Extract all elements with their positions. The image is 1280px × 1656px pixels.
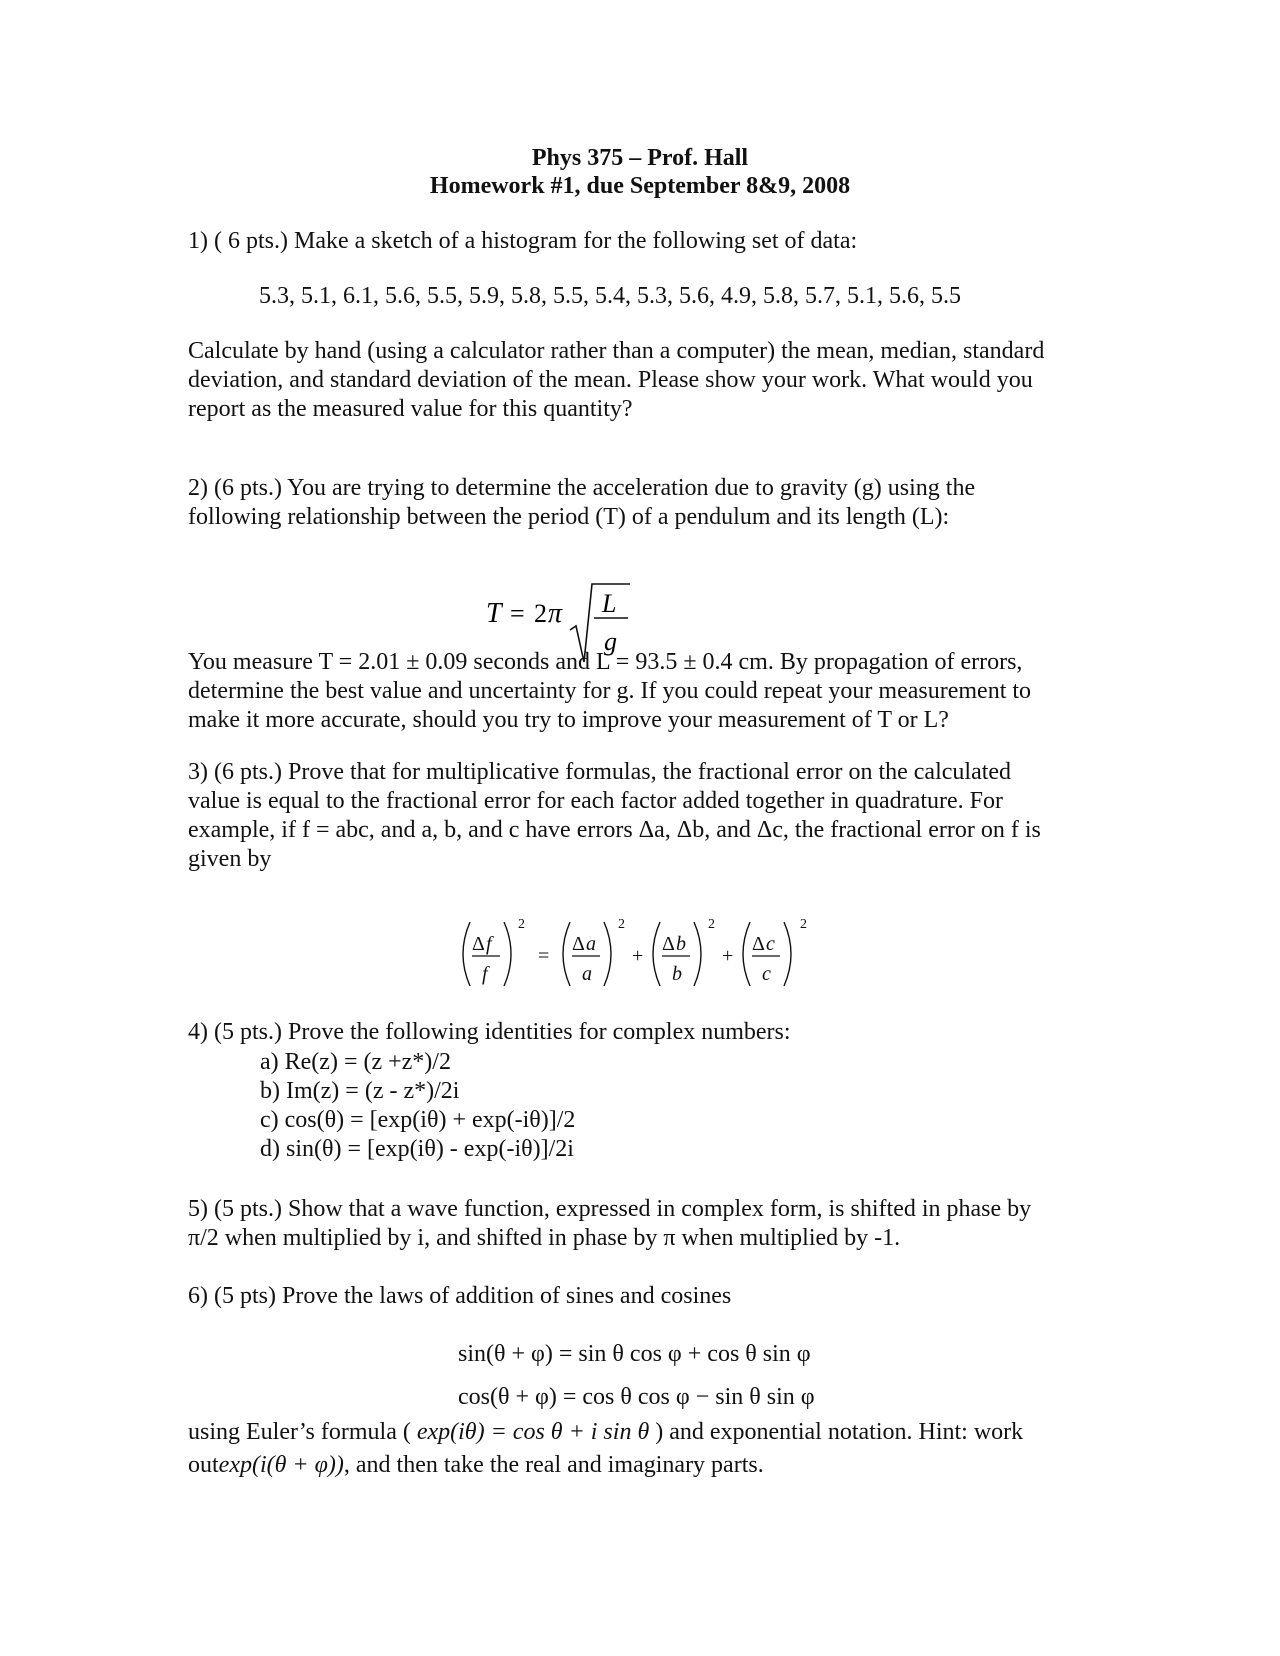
title-line-1: Phys 375 – Prof. Hall [531, 145, 749, 171]
fractional-error-equation [458, 914, 820, 994]
q2-after-2: determine the best value and uncertainty for g. If you could repeat your measurement to [188, 678, 1032, 704]
q1-prompt: 1) ( 6 pts.) Make a sketch of a histogram for the following set of data: [188, 228, 858, 254]
svg-text:b: b [676, 933, 686, 955]
q3-text-3: example, if f = abc, and a, b, and c have errors Δa, Δb, and Δc, the fractional error on f is [188, 817, 1041, 843]
q3-text-2: value is equal to the fractional error for each factor added together in quadrature. For [188, 788, 1003, 814]
q2-after-3: make it more accurate, should you try to improve your measurement of T or L? [188, 707, 949, 733]
svg-text:+: + [722, 945, 734, 967]
q3-text-1: 3) (6 pts.) Prove that for multiplicative formulas, the fractional error on the calculated [188, 759, 1012, 785]
svg-text:a: a [582, 963, 592, 985]
q5-text-1: 5) (5 pts.) Show that a wave function, expressed in complex form, is shifted in phase by [188, 1196, 1032, 1222]
svg-text:π: π [548, 598, 563, 629]
svg-text:f: f [482, 963, 488, 985]
q2-text-1: 2) (6 pts.) You are trying to determine the acceleration due to gravity (g) using the [188, 475, 976, 501]
svg-text:2: 2 [708, 917, 715, 932]
svg-text:f: f [486, 933, 492, 955]
q6-hint-post: , and then take the real and imaginary parts. [343, 1452, 764, 1478]
q6-prompt: 6) (5 pts) Prove the laws of addition of sines and cosines [188, 1283, 732, 1309]
q6-euler-post: ) and exponential notation. Hint: work [655, 1419, 1024, 1445]
q6-euler-formula: exp(iθ) = cos θ + i sin θ [416, 1419, 650, 1445]
svg-text:c: c [766, 933, 775, 955]
q6-hint-line [188, 1451, 764, 1480]
svg-text:g: g [604, 627, 617, 656]
q1-text-3: report as the measured value for this quantity? [188, 396, 633, 422]
svg-text:=: = [510, 599, 525, 628]
q1-text-1: Calculate by hand (using a calculator rather than a computer) the mean, median, standard [188, 338, 1045, 364]
svg-text:a: a [586, 933, 596, 955]
svg-text:2: 2 [800, 917, 807, 932]
svg-text:2: 2 [534, 599, 547, 628]
q4-item-b: b) Im(z) = (z - z*)/2i [260, 1078, 460, 1104]
q2-text-2: following relationship between the period (T) of a pendulum and its length (L): [188, 504, 950, 530]
q6-hint-expr: exp(i(θ + φ)) [218, 1452, 344, 1478]
svg-text:+: + [632, 945, 644, 967]
q6-sine-law: sin(θ + φ) = sin θ cos φ + cos θ sin φ [458, 1341, 811, 1367]
svg-text:Δ: Δ [472, 933, 485, 955]
svg-text:Δ: Δ [752, 933, 765, 955]
svg-text:T: T [486, 598, 502, 629]
svg-text:2: 2 [618, 917, 625, 932]
q6-euler-line [188, 1418, 1023, 1447]
svg-text:Δ: Δ [572, 933, 585, 955]
q6-hint-pre: out [188, 1452, 219, 1478]
svg-text:=: = [538, 945, 550, 967]
svg-text:2: 2 [518, 917, 525, 932]
q1-text-2: deviation, and standard deviation of the mean. Please show your work. What would you [188, 367, 1033, 393]
title-line-2: Homework #1, due September 8&9, 2008 [429, 173, 851, 199]
q4-item-d: d) sin(θ) = [exp(iθ) - exp(-iθ)]/2i [260, 1136, 574, 1162]
q3-text-4: given by [188, 846, 272, 872]
q2-after-1: You measure T = 2.01 ± 0.09 seconds and L = 93.5 ± 0.4 cm. By propagation of errors, [188, 649, 1023, 675]
q6-euler-pre: using Euler’s formula ( [188, 1419, 411, 1445]
svg-text:L: L [602, 589, 617, 618]
q1-data: 5.3, 5.1, 6.1, 5.6, 5.5, 5.9, 5.8, 5.5, 5.4, 5.3, 5.6, 4.9, 5.8, 5.7, 5.1, 5.6, 5.5 [259, 283, 961, 309]
q4-item-c: c) cos(θ) = [exp(iθ) + exp(-iθ)]/2 [260, 1107, 576, 1133]
q4-item-a: a) Re(z) = (z +z*)/2 [260, 1049, 451, 1075]
q6-cosine-law: cos(θ + φ) = cos θ cos φ − sin θ sin φ [458, 1384, 815, 1410]
svg-text:c: c [762, 963, 771, 985]
svg-text:Δ: Δ [662, 933, 675, 955]
q4-prompt: 4) (5 pts.) Prove the following identities for complex numbers: [188, 1019, 791, 1045]
svg-text:b: b [672, 963, 682, 985]
q5-text-2: π/2 when multiplied by i, and shifted in phase by π when multiplied by -1. [188, 1225, 901, 1251]
